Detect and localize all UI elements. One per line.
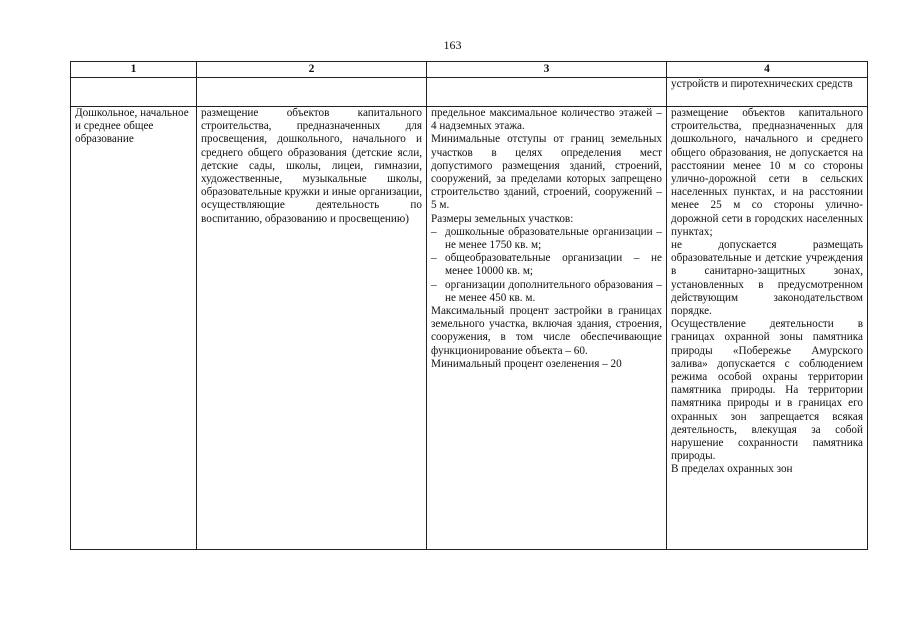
max-coverage-text: Максимальный процент застройки в границах земельного участка, включая здания, строения, сооружения, в том числе обеспечивающие функционирование объекта – 60. (431, 305, 662, 357)
plot-sizes-heading: Размеры земельных участков: (431, 212, 574, 225)
continuation-row (71, 78, 868, 107)
cont-cell-3 (427, 78, 667, 107)
list-item-text: организации дополнительного образования – не менее 450 кв. м. (445, 278, 662, 304)
list-item-text: общеобразовательные организации – не менее 10000 кв. м; (445, 252, 662, 278)
cont-cell-4: устройств и пиротехнических средств (667, 78, 868, 107)
min-setbacks-text: Минимальные отступы от границ земельных участков в целях определения мест допустимого размещения зданий, строений, сооружений, за пределами которых запрещено строительство зданий, строений, сооружений – 5 м. (431, 133, 662, 212)
protected-zones-text: В пределах охранных зон (671, 463, 793, 476)
table-header-row (71, 62, 868, 78)
header-col-1: 1 (71, 62, 197, 78)
parameters-cell (427, 107, 667, 550)
nature-monument-text: Осуществление деятельности в границах охранной зоны памятника природы «Побережье Амурского залива» допускается с соблюдением режима особой охраны территории памятника природы. На территории памятника природы и в границах его охранных зон запрещается всякая деятельность, влекущая за собой нарушение сохранности памятника природы. (671, 318, 863, 463)
cont-cell-2 (197, 78, 427, 107)
restrictions-cell (667, 107, 868, 550)
max-floors-text: предельное максимальное количество этажей – 4 надземных этажа. (431, 107, 662, 133)
cont-cell-1 (71, 78, 197, 107)
land-use-type-cell: Дошкольное, начальное и среднее общее образование (71, 107, 197, 550)
restriction-sanitary-zones-text: не допускается размещать образовательные и детские учреждения в санитарно-защитных зонах, установленных в предусмотренном действующим законодательством порядке. (671, 239, 863, 318)
zoning-table (70, 61, 868, 550)
header-col-4: 4 (667, 62, 868, 78)
list-dash: – (431, 252, 437, 265)
header-col-3: 3 (427, 62, 667, 78)
table-row (71, 107, 868, 550)
list-item-text: дошкольные образовательные организации – не менее 1750 кв. м; (445, 225, 662, 252)
list-item (431, 279, 662, 305)
list-item (431, 226, 662, 252)
list-item (431, 252, 662, 278)
land-use-description-cell: размещение объектов капитального строительства, предназначенных для просвещения, дошкольного, начального и среднего общего образования (детские ясли, детские сады, школы, лицеи, гимназии, художественные, музыкальные школы, образовательные кружки и иные организации, осуществляющие деятельность по воспитанию, образованию и просвещению) (197, 107, 427, 550)
min-greening-text: Минимальный процент озеленения – 20 (431, 357, 622, 370)
header-col-2: 2 (197, 62, 427, 78)
page-number: 163 (443, 38, 462, 52)
list-dash: – (431, 225, 437, 238)
list-dash: – (431, 278, 437, 291)
restriction-distance-text: размещение объектов капитального строительства, предназначенных для дошкольного, начального и среднего общего образования, не допускается на расстоянии менее 10 м со стороны улично-дорожной сети в сельских населенных пунктах, и на расстоянии менее 25 м со стороны улично-дорожной сети в городских населенных пунктах; (671, 107, 863, 238)
